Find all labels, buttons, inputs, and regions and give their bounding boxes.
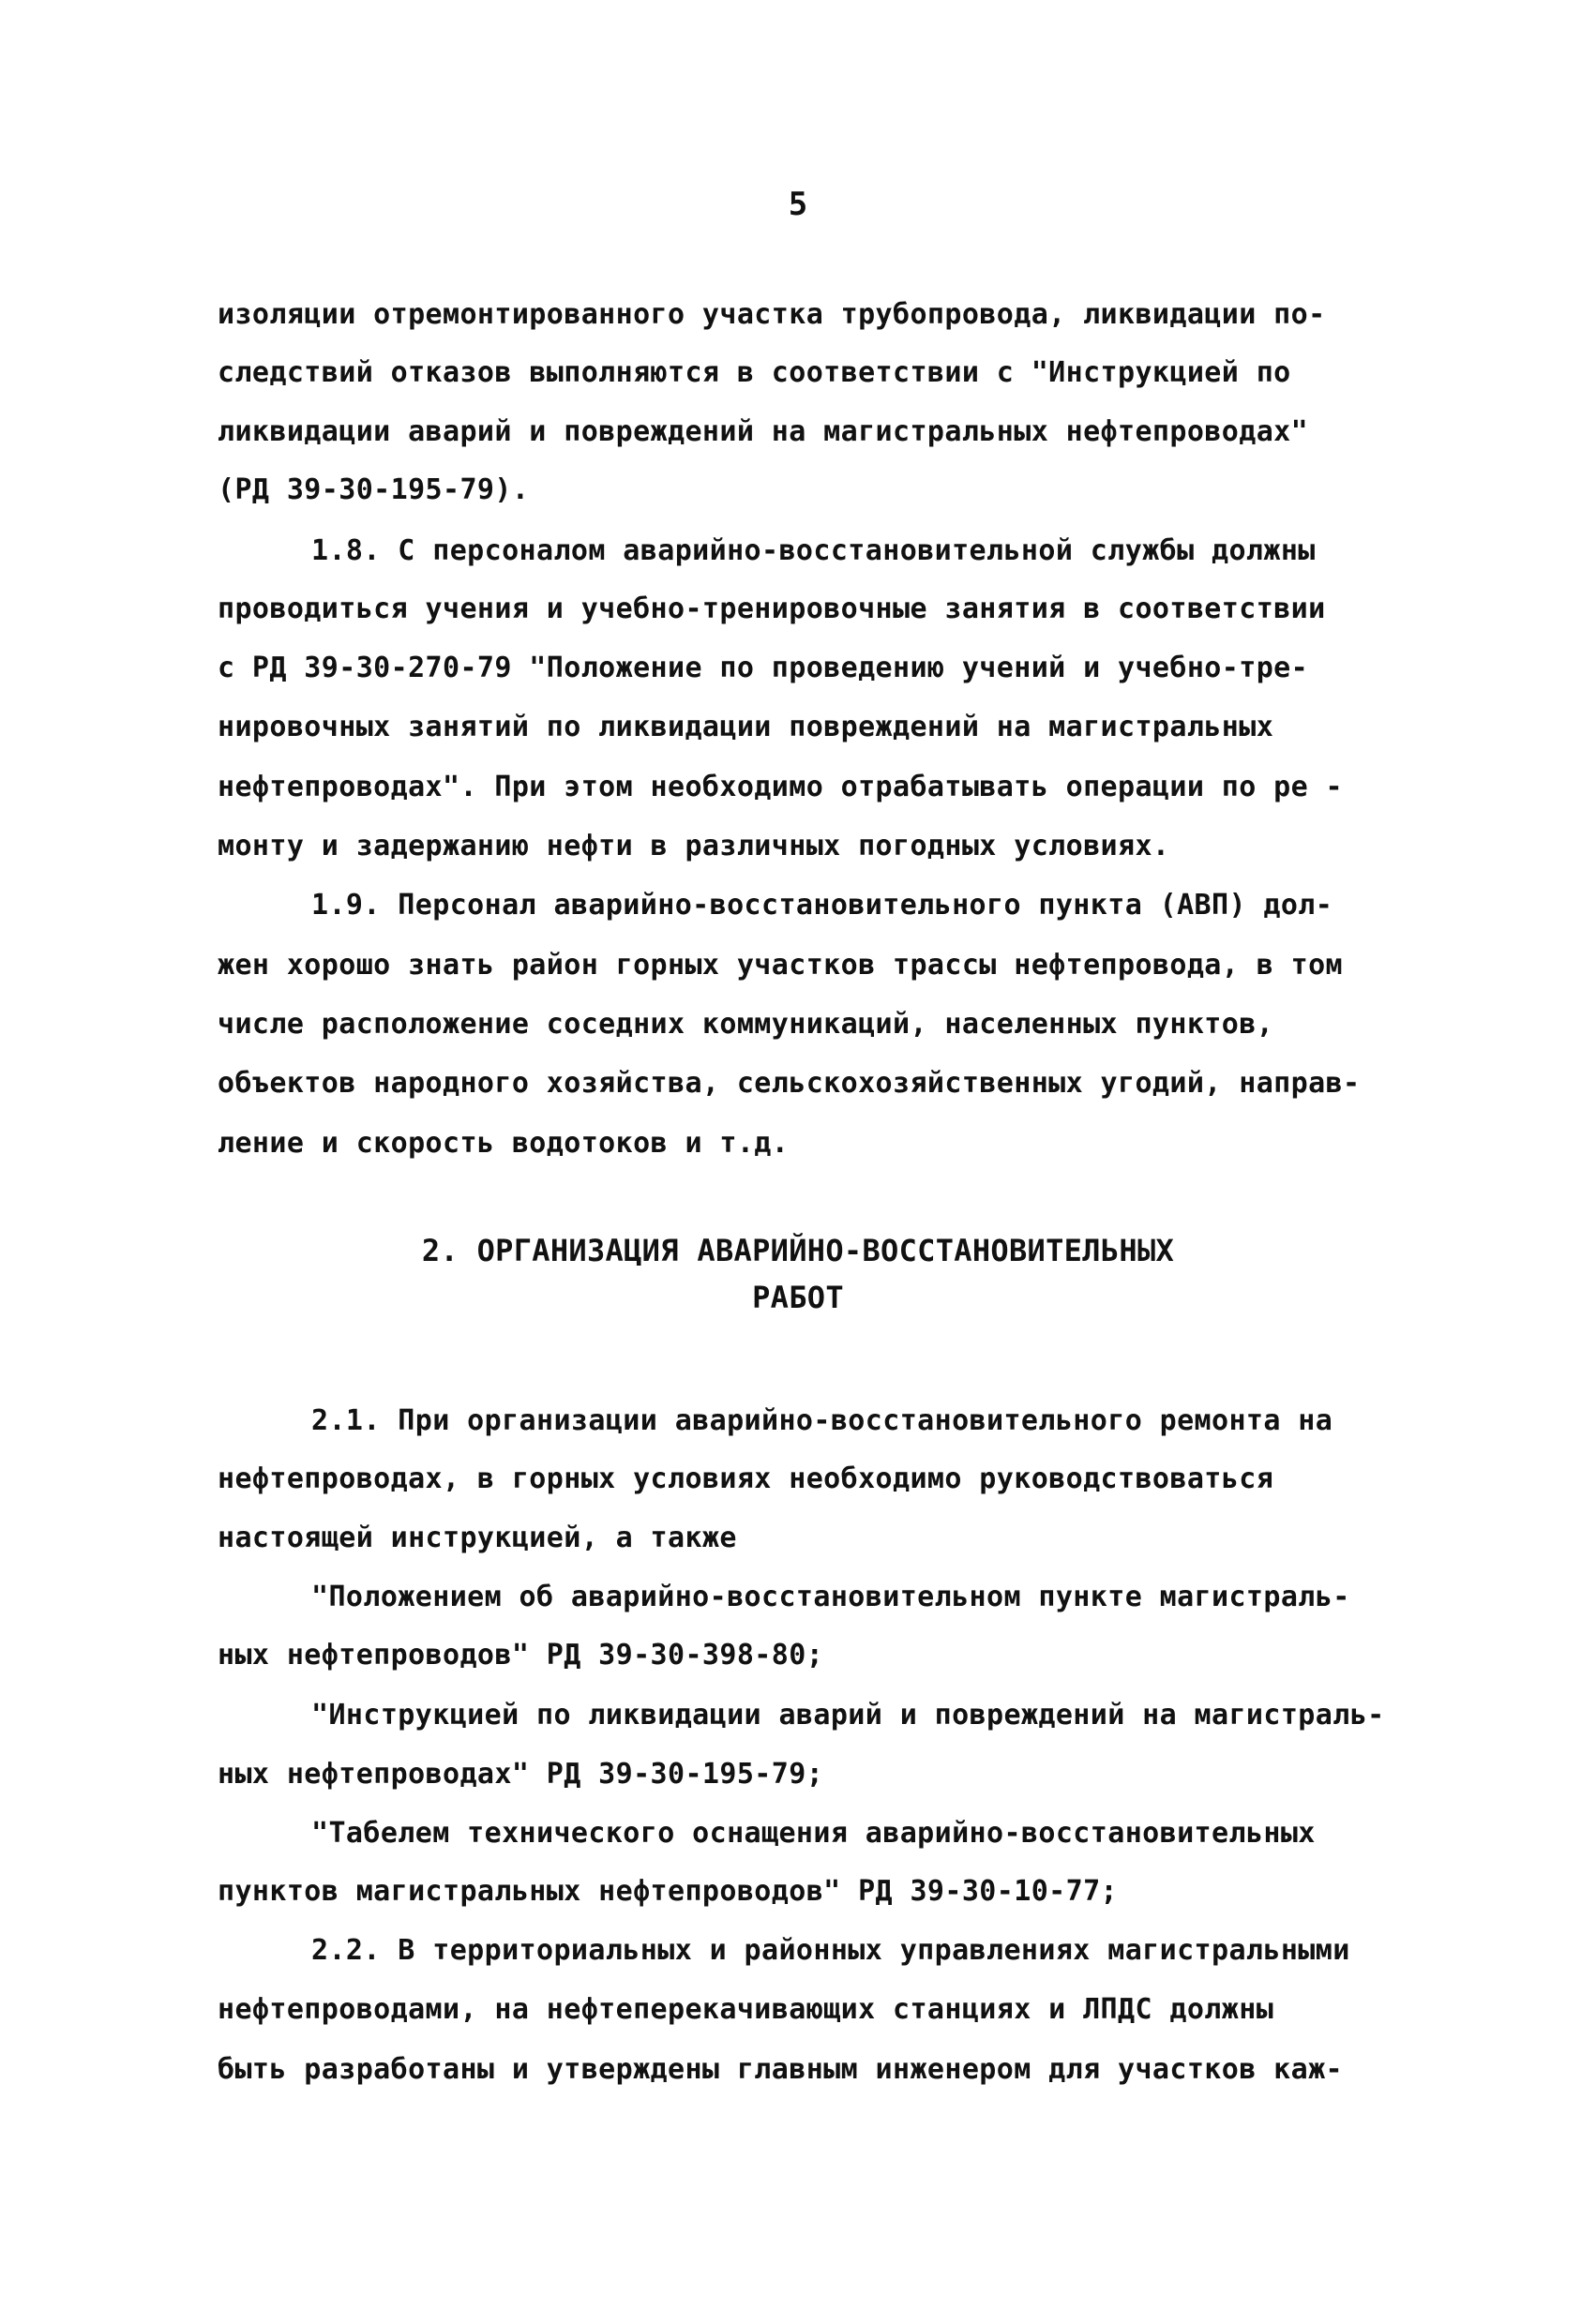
reference-line: пунктов магистральных нефтепроводов" РД 39-30-10-77; <box>218 1875 1118 1908</box>
paragraph-1-8-line: с РД 39-30-270-79 "Положение по проведению учений и учебно-тре- <box>218 652 1309 684</box>
reference-line: "Положением об аварийно-восстановительном пункте магистраль- <box>311 1581 1350 1613</box>
page-number: 5 <box>788 186 808 223</box>
paragraph-1-9-line: числе расположение соседних коммуникаций, населенных пунктов, <box>218 1008 1274 1041</box>
section-heading: 2. ОРГАНИЗАЦИЯ АВАРИЙНО-ВОССТАНОВИТЕЛЬНЫХ <box>421 1233 1175 1268</box>
paragraph-1-8-line: нировочных занятий по ликвидации повреждений на магистральных <box>218 711 1274 743</box>
text-line: (РД 39-30-195-79). <box>218 473 530 506</box>
paragraph-2-1-line: нефтепроводах, в горных условиях необходимо руководствоваться <box>218 1462 1274 1495</box>
text-line: изоляции отремонтированного участка трубопровода, ликвидации по- <box>218 298 1326 331</box>
section-heading-continuation: РАБОТ <box>752 1280 844 1315</box>
paragraph-1-8-line: 1.8. С персоналом аварийно-восстановительной службы должны <box>311 534 1316 567</box>
text-line: ликвидации аварий и повреждений на магистральных нефтепроводах" <box>218 415 1309 448</box>
paragraph-2-1-line: 2.1. При организации аварийно-восстановительного ремонта на <box>311 1404 1333 1437</box>
text-line: следствий отказов выполняются в соответствии с "Инструкцией по <box>218 356 1291 389</box>
paragraph-2-2-line: 2.2. В территориальных и районных управлениях магистральными <box>311 1934 1350 1967</box>
paragraph-1-8-line: монту и задержанию нефти в различных погодных условиях. <box>218 830 1170 862</box>
paragraph-2-1-line: настоящей инструкцией, а также <box>218 1522 737 1554</box>
paragraph-1-9-line: ление и скорость водотоков и т.д. <box>218 1127 790 1160</box>
reference-line: "Табелем технического оснащения аварийно-восстановительных <box>311 1817 1316 1850</box>
reference-line: "Инструкцией по ликвидации аварий и повреждений на магистраль- <box>311 1699 1385 1732</box>
paragraph-2-2-line: быть разработаны и утверждены главным инженером для участков каж- <box>218 2053 1343 2086</box>
paragraph-1-8-line: нефтепроводах". При этом необходимо отрабатывать операции по ре - <box>218 771 1343 803</box>
paragraph-1-9-line: объектов народного хозяйства, сельскохозяйственных угодий, направ- <box>218 1067 1361 1100</box>
paragraph-1-9-line: жен хорошо знать район горных участков трассы нефтепровода, в том <box>218 949 1343 982</box>
reference-line: ных нефтепроводах" РД 39-30-195-79; <box>218 1758 824 1791</box>
paragraph-2-2-line: нефтепроводами, на нефтеперекачивающих станциях и ЛПДС должны <box>218 1993 1274 2026</box>
paragraph-1-8-line: проводиться учения и учебно-тренировочные занятия в соответствии <box>218 592 1326 625</box>
reference-line: ных нефтепроводов" РД 39-30-398-80; <box>218 1639 824 1672</box>
paragraph-1-9-line: 1.9. Персонал аварийно-восстановительного пункта (АВП) дол- <box>311 889 1333 922</box>
